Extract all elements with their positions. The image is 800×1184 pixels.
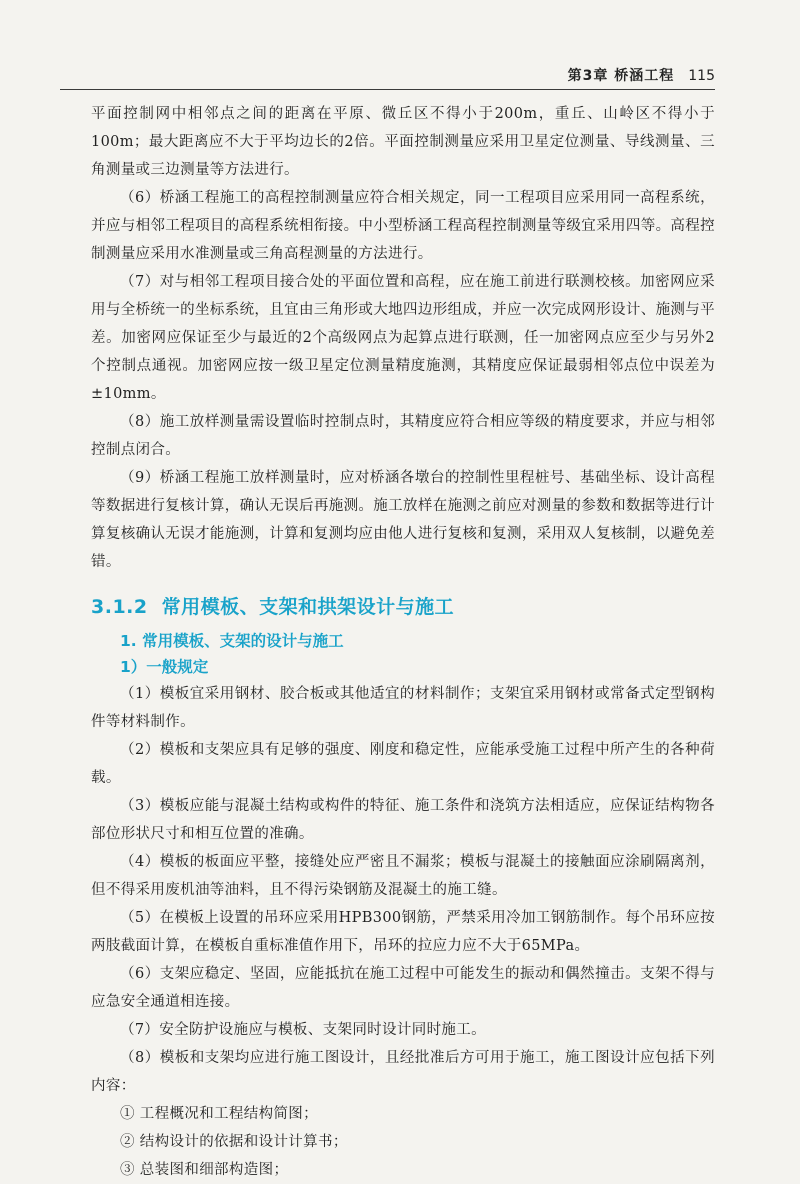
page-body (91, 100, 715, 1184)
paragraph: （4）模板的板面应平整，接缝处应严密且不漏浆；模板与混凝土的接触面应涂刷隔离剂，但不得采用废机油等油料，且不得污染钢筋及混凝土的施工缝。 (91, 854, 715, 898)
paragraph: （1）模板宜采用钢材、胶合板或其他适宜的材料制作；支架宜采用钢材或常备式定型钢构件等材料制作。 (91, 686, 715, 730)
paragraph: （7）安全防护设施应与模板、支架同时设计同时施工。 (120, 1022, 486, 1038)
paragraph: （2）模板和支架应具有足够的强度、刚度和稳定性，应能承受施工过程中所产生的各种荷载。 (91, 742, 715, 786)
paragraph: （8）模板和支架均应进行施工图设计，且经批准后方可用于施工，施工图设计应包括下列内容： (91, 1050, 715, 1094)
paragraph: 平面控制网中相邻点之间的距离在平原、微丘区不得小于200m，重丘、山岭区不得小于100m；最大距离应不大于平均边长的2倍。平面控制测量应采用卫星定位测量、导线测量、三角测量或三边测量等方法进行。 (91, 106, 715, 178)
subsubsection-heading: 1）一般规定 (120, 658, 209, 676)
header-text (568, 65, 715, 85)
paragraph: （6）支架应稳定、坚固，应能抵抗在施工过程中可能发生的振动和偶然撞击。支架不得与应急安全通道相连接。 (91, 966, 715, 1010)
paragraph: （5）在模板上设置的吊环应采用HPB300钢筋，严禁采用冷加工钢筋制作。每个吊环应按两肢截面计算，在模板自重标准值作用下，吊环的拉应力应不大于65MPa。 (91, 910, 715, 954)
section-title: 常用模板、支架和拱架设计与施工 (161, 596, 455, 618)
section-heading (91, 586, 715, 628)
list-item: ① 工程概况和工程结构简图； (120, 1106, 319, 1122)
paragraph: （7）对与相邻工程项目接合处的平面位置和高程，应在施工前进行联测校核。加密网应采用与全桥统一的坐标系统，且宜由三角形或大地四边形组成，并应一次完成网形设计、施测与平差。加密网应保证至少与最近的2个高级网点为起算点进行联测，任一加密网点应至少与另外2个控制点通视。加密网应按一级卫星定位测量精度施测，其精度应保证最弱相邻点位中误差为±10mm。 (91, 274, 715, 402)
subsection-heading: 1. 常用模板、支架的设计与施工 (120, 632, 344, 650)
running-header (60, 63, 715, 90)
paragraph: （9）桥涵工程施工放样测量时，应对桥涵各墩台的控制性里程桩号、基础坐标、设计高程等数据进行复核计算，确认无误后再施测。施工放样在施测之前应对测量的参数和数据等进行计算复核确认无误才能施测，计算和复测均应由他人进行复核和复测，采用双人复核制，以避免差错。 (91, 470, 715, 570)
paragraph: （8）施工放样测量需设置临时控制点时，其精度应符合相应等级的精度要求，并应与相邻控制点闭合。 (91, 414, 715, 458)
paragraph: （6）桥涵工程施工的高程控制测量应符合相关规定，同一工程项目应采用同一高程系统，并应与相邻工程项目的高程系统相衔接。中小型桥涵工程高程控制测量等级宜采用四等。高程控制测量应采用水准测量或三角高程测量的方法进行。 (91, 190, 715, 262)
paragraph: （3）模板应能与混凝土结构或构件的特征、施工条件和浇筑方法相适应，应保证结构物各部位形状尺寸和相互位置的准确。 (91, 798, 715, 842)
list-item: ③ 总装图和细部构造图； (120, 1162, 289, 1178)
section-number: 3.1.2 (91, 596, 148, 618)
list-item: ② 结构设计的依据和设计计算书； (120, 1134, 348, 1150)
page-number: 115 (688, 68, 715, 84)
chapter-title: 第3章 桥涵工程 (567, 68, 675, 84)
